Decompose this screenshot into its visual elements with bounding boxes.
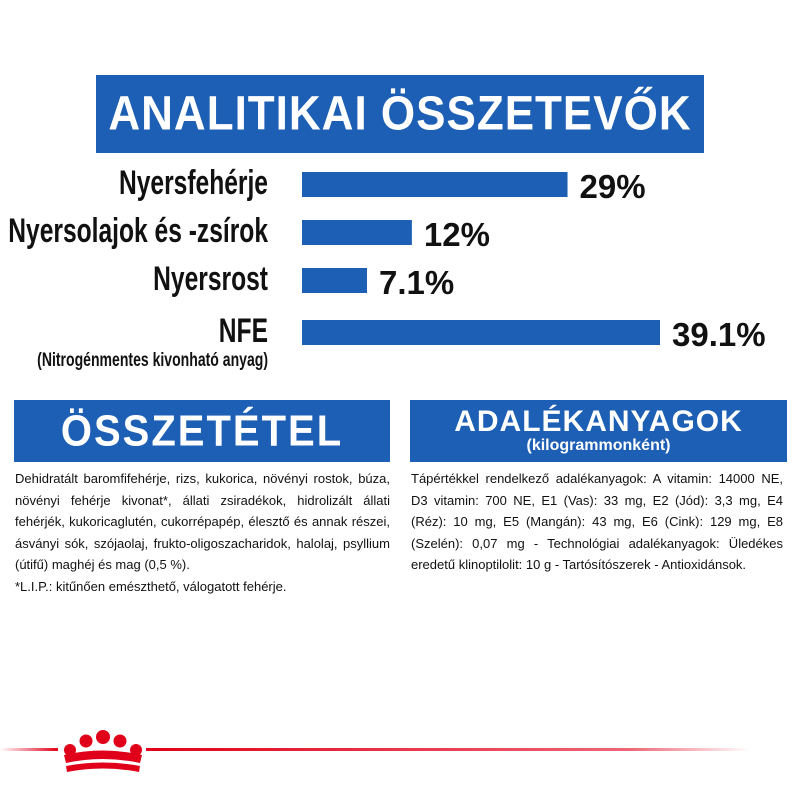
analytical-bar-chart xyxy=(0,160,800,390)
page-title: ANALITIKAI ÖSSZETEVŐK xyxy=(108,86,692,141)
value-label: 7.1% xyxy=(379,264,455,301)
composition-title: ÖSSZETÉTEL xyxy=(60,406,344,455)
value-label: 39.1% xyxy=(672,316,766,353)
category-sublabel: (Nitrogénmentes kivonható anyag) xyxy=(37,347,268,371)
bar xyxy=(302,268,367,293)
category-label: NFE xyxy=(218,312,268,351)
value-label: 12% xyxy=(423,216,490,253)
bar xyxy=(302,320,660,345)
composition-header xyxy=(14,400,390,462)
additives-title: ADALÉKANYAGOK xyxy=(454,405,743,438)
composition-text: Dehidratált baromfifehérje, rizs, kukorica, növényi rostok, búza, növényi fehérje kivonat*, állati zsiradékok, hidrolizált állati fehérjék, kukoricaglutén, cukorrépapép, élesztő és annak részei, ásványi sók, szójaolaj, frukto-oligoszacharidok, halolaj, psyllium (útifű) maghéj és mag (0,5 %). xyxy=(15,471,390,572)
footer-band xyxy=(0,728,800,778)
bar xyxy=(302,172,568,197)
category-label: Nyersolajok és -zsírok xyxy=(8,212,268,251)
category-label: Nyersfehérje xyxy=(118,164,268,203)
composition-note: *L.I.P.: kitűnően emészthető, válogatott fehérje. xyxy=(15,578,287,594)
additives-header xyxy=(410,400,787,462)
bar xyxy=(302,220,412,245)
value-label: 29% xyxy=(579,168,646,205)
footer-line-left xyxy=(0,748,58,751)
footer-line-right xyxy=(146,748,750,751)
crown-icon xyxy=(64,730,142,772)
title-banner xyxy=(96,75,704,153)
additives-body xyxy=(411,468,783,576)
additives-text: Tápértékkel rendelkező adalékanyagok: A vitamin: 14000 NE, D3 vitamin: 700 NE, E1 (Vas): 33 mg, E2 (Jód): 3,3 mg, E4 (Réz): 10 mg, E5 (Mangán): 43 mg, E6 (Cink): 129 mg, E8 (Szelén): 0,07 mg - Technológiai adalékanyagok: Üledékes eredetű klinoptilolit: 10 g - Tartósítószerek - Antioxidánsok. xyxy=(411,471,783,572)
additives-subtitle: (kilogrammonként) xyxy=(526,437,671,454)
composition-body xyxy=(15,468,390,597)
category-label: Nyersrost xyxy=(153,260,268,299)
